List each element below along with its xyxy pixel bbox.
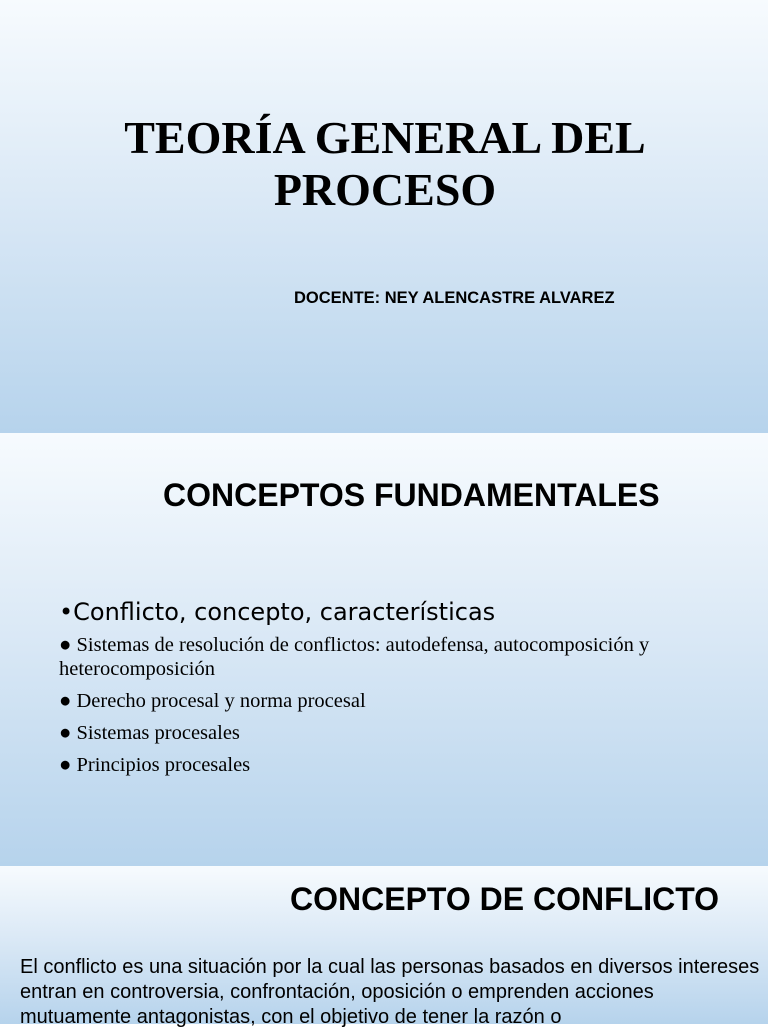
slide-2-heading: CONCEPTOS FUNDAMENTALES	[163, 477, 660, 513]
topic-item-2: ● Sistemas de resolución de conflictos: autodefensa, autocomposición y heterocomposición	[59, 634, 650, 680]
topic-item-5: ● Principios procesales	[59, 754, 251, 776]
topic-item-1: •Conflicto, concepto, características	[59, 598, 496, 626]
topic-item-4: ● Sistemas procesales	[59, 722, 240, 744]
title-line-2: PROCESO	[273, 164, 497, 215]
slide-title	[0, 0, 768, 433]
topics-list	[59, 595, 739, 785]
conflict-definition-text: El conflicto es una situación por la cual las personas basados en diversos intereses entran en controversia, confrontación, oposición o emprenden acciones mutuamente antagonistas, con el objetivo de tener la razón o	[20, 956, 760, 1028]
slide-3-heading: CONCEPTO DE CONFLICTO	[290, 881, 720, 917]
title-line-1: TEORÍA GENERAL DEL	[124, 112, 646, 163]
topic-item-3: ● Derecho procesal y norma procesal	[59, 690, 366, 712]
presentation-title	[40, 112, 730, 216]
teacher-label: DOCENTE: NEY ALENCASTRE ALVAREZ	[294, 289, 615, 307]
